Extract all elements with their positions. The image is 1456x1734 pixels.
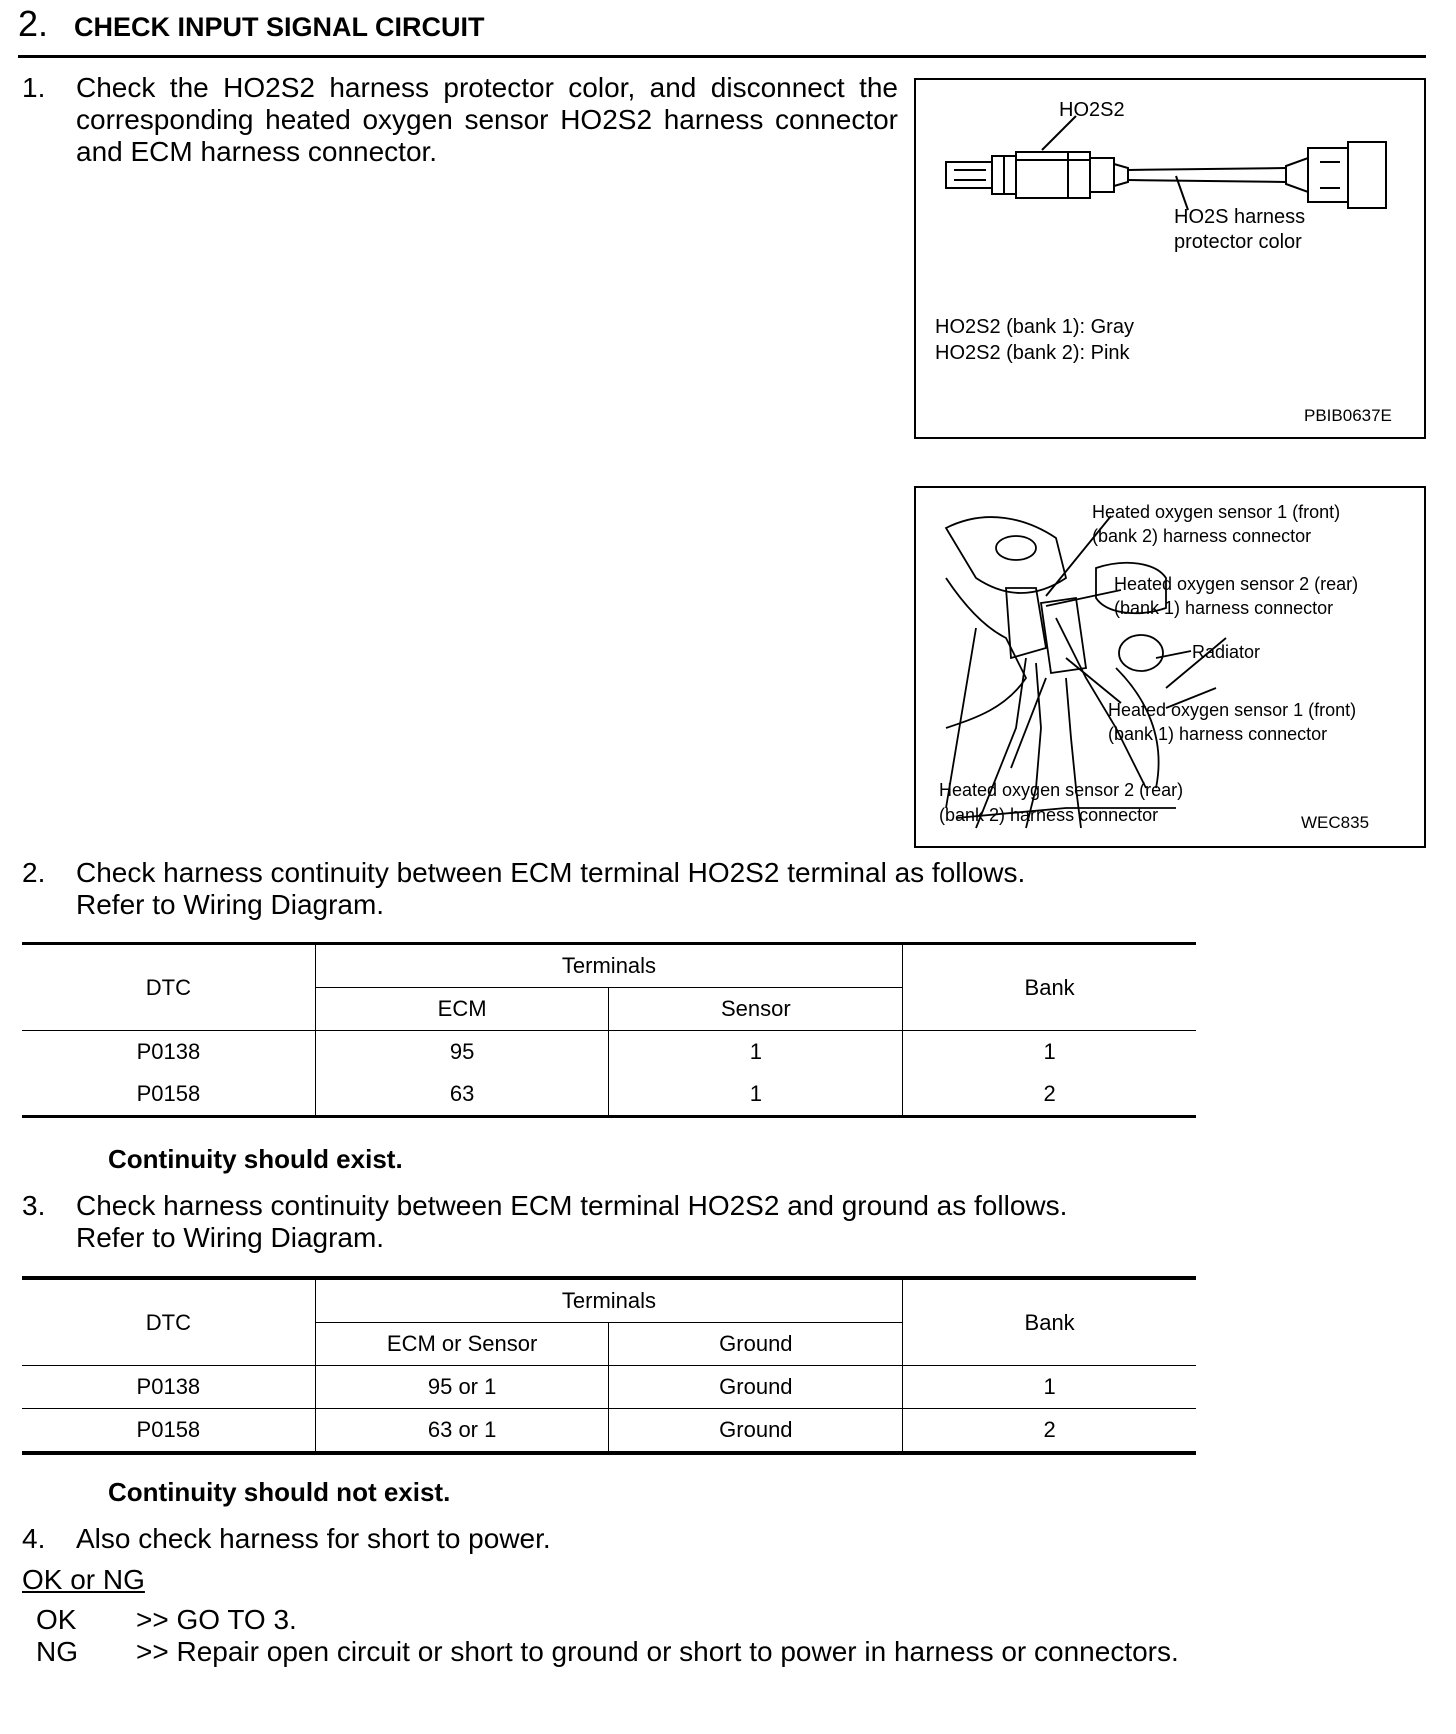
ho2s2-sensor-drawing bbox=[916, 80, 1424, 437]
step-2-line-1: Check harness continuity between ECM terminal HO2S2 terminal as follows. bbox=[76, 857, 1026, 888]
step-3-line-1: Check harness continuity between ECM terminal HO2S2 and ground as follows. bbox=[76, 1190, 1068, 1221]
t2-header-dtc: DTC bbox=[22, 1278, 315, 1366]
t1-r2-ecm: 63 bbox=[315, 1073, 609, 1117]
label-hos1-bank2-b: (bank 2) harness connector bbox=[1092, 526, 1312, 546]
step-3-text bbox=[76, 1190, 1176, 1254]
ok-ng-heading: OK or NG bbox=[22, 1564, 145, 1595]
t2-r2-dtc: P0158 bbox=[136, 1417, 201, 1442]
figure-label-protector-2: protector color bbox=[1174, 231, 1302, 253]
label-hos2-bank2-a: Heated oxygen sensor 2 (rear) bbox=[939, 780, 1184, 800]
section-number: 2. bbox=[18, 3, 49, 44]
figure-code: PBIB0637E bbox=[1304, 406, 1392, 425]
header-rule bbox=[18, 55, 1426, 58]
t2-r1-ground: Ground bbox=[609, 1366, 903, 1409]
step-2-text bbox=[76, 857, 1176, 921]
note-continuity-not-exist: Continuity should not exist. bbox=[108, 1477, 451, 1507]
t1-r1-dtc: P0138 bbox=[136, 1039, 201, 1064]
label-hos1-bank1-a: Heated oxygen sensor 1 (front) bbox=[1108, 700, 1357, 720]
t2-r2-ground: Ground bbox=[609, 1409, 903, 1454]
step-3-number: 3. bbox=[22, 1190, 46, 1221]
step-4-text: Also check harness for short to power. bbox=[76, 1523, 551, 1554]
t2-r1-bank: 1 bbox=[903, 1366, 1196, 1409]
continuity-table-2 bbox=[22, 1276, 1196, 1455]
label-hos2-bank1-a: Heated oxygen sensor 2 (rear) bbox=[1114, 574, 1359, 594]
continuity-table-1 bbox=[22, 942, 1196, 1118]
t2-r2-bank: 2 bbox=[903, 1409, 1196, 1454]
t2-header-ground: Ground bbox=[609, 1323, 903, 1366]
label-hos1-bank2-a: Heated oxygen sensor 1 (front) bbox=[1092, 502, 1341, 522]
figure-bank1-color: HO2S2 (bank 1): Gray bbox=[935, 316, 1134, 338]
figure-ho2s2-sensor bbox=[914, 78, 1426, 439]
t2-r1-ecm: 95 or 1 bbox=[315, 1366, 609, 1409]
step-1-number: 1. bbox=[22, 72, 46, 103]
t1-header-sensor: Sensor bbox=[609, 988, 903, 1031]
step-2-number: 2. bbox=[22, 857, 46, 888]
t1-r2-bank: 2 bbox=[903, 1073, 1196, 1117]
ng-result: >> Repair open circuit or short to ground or short to power in harness or connectors. bbox=[136, 1636, 1179, 1667]
t1-r2-sensor: 1 bbox=[609, 1073, 903, 1117]
figure-label-protector-1: HO2S harness bbox=[1174, 206, 1306, 228]
table-row bbox=[22, 1409, 1196, 1454]
step-2-line-2: Refer to Wiring Diagram. bbox=[76, 889, 385, 920]
figure-bank2-color: HO2S2 (bank 2): Pink bbox=[935, 342, 1130, 364]
step-3-line-2: Refer to Wiring Diagram. bbox=[76, 1222, 385, 1253]
note-continuity-exist: Continuity should exist. bbox=[108, 1144, 403, 1174]
step-1-text: Check the HO2S2 harness protector color, and disconnect the corresponding heated oxygen sensor HO2S2 harness connector and ECM harness connector. bbox=[76, 72, 898, 167]
table-row bbox=[22, 1031, 1196, 1074]
t1-r1-ecm: 95 bbox=[315, 1031, 609, 1074]
figure-connector-locations bbox=[914, 486, 1426, 848]
label-hos2-bank2-b: (bank 2) harness connector bbox=[939, 805, 1159, 825]
t2-header-terminals: Terminals bbox=[315, 1278, 903, 1323]
t2-r1-dtc: P0138 bbox=[22, 1366, 315, 1409]
ok-label: OK bbox=[36, 1604, 77, 1635]
section-title: CHECK INPUT SIGNAL CIRCUIT bbox=[74, 12, 485, 42]
t2-header-ecm-or-sensor: ECM or Sensor bbox=[315, 1323, 609, 1366]
ng-label: NG bbox=[36, 1636, 78, 1667]
figure-label-ho2s2: HO2S2 bbox=[1059, 99, 1125, 121]
label-hos2-bank1-b: (bank 1) harness connector bbox=[1114, 598, 1334, 618]
table-row bbox=[22, 1073, 1196, 1117]
t2-r2-ecm: 63 or 1 bbox=[315, 1409, 609, 1454]
t1-r1-bank: 1 bbox=[903, 1031, 1196, 1074]
t1-header-bank: Bank bbox=[903, 944, 1196, 1031]
t1-header-ecm: ECM bbox=[315, 988, 609, 1031]
t1-header-terminals: Terminals bbox=[315, 944, 902, 988]
t1-header-dtc: DTC bbox=[22, 944, 315, 1031]
t1-r2-dtc: P0158 bbox=[136, 1081, 201, 1106]
ok-result: >> GO TO 3. bbox=[136, 1604, 297, 1635]
label-hos1-bank1-b: (bank 1) harness connector bbox=[1108, 724, 1328, 744]
label-radiator: Radiator bbox=[1192, 642, 1261, 662]
step-4-number: 4. bbox=[22, 1523, 46, 1554]
figure2-code: WEC835 bbox=[1301, 813, 1370, 832]
t2-header-bank: Bank bbox=[903, 1278, 1196, 1366]
table-row bbox=[22, 1366, 1196, 1409]
t1-r1-sensor: 1 bbox=[609, 1031, 903, 1074]
